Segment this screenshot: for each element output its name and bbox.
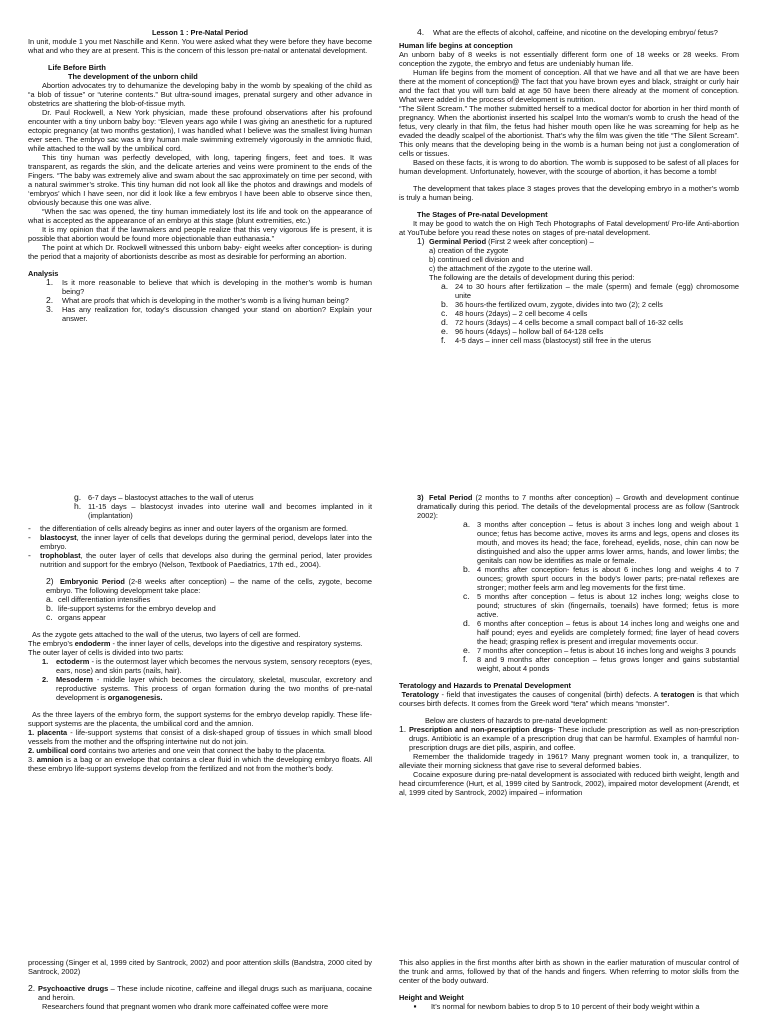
heading-conception: Human life begins at conception — [399, 41, 513, 50]
list-item: c. 48 hours (2days) – 2 cell become 4 cells — [441, 308, 588, 318]
list-item: - blastocyst, the inner layer of cells that develops during the germinal period, develops later into the embryo. — [28, 532, 372, 551]
page2-left-column — [28, 493, 372, 773]
heading-height-weight: Height and Weight — [399, 993, 464, 1002]
embryonic-period: 2) Embryonic Period (2-8 weeks after conception) – the name of the cells, zygote, become embryo. The following development take place: a. cell differentiation intensifies b. life-support systems for the embryo develop and c. organs appear — [46, 576, 372, 622]
paragraph: This tiny human was perfectly developed, with long, tapering fingers, feet and toes. It was transparent, as regards the skin, and the delicate arteries and veins were prominent to the ends of the Fingers. “The baby was extremely alive and swam about the sac approximately on time per second, with a natural swimmer’s stroke. This tiny human did not look all like the photos and drawings and models of ‘embryos’ which I have seen, nor did it look like a few embryos I have been able to observe since then, obviously because this one was alive. — [28, 153, 372, 207]
paragraph: Below are clusters of hazards to pre-natal development: — [425, 716, 608, 725]
list-item: ▪ It’s normal for newborn babies to drop 5 to 10 percent of their body weight within a — [399, 1002, 739, 1011]
paragraph: It may be good to watch the on High Tech Photographs of Fatal development/ Pro-life Anti-abortion at YouTube before you read these notes on stages of pre-natal development. — [399, 219, 739, 237]
list-item: d. 72 hours (3days) – 4 cells become a small compact ball of 16-32 cells — [441, 317, 683, 327]
paragraph: Based on these facts, it is wrong to do abortion. The womb is supposed to be safest of all places for human development. Unfortunately, however, with the scourge of abortion, it has become a tomb! — [399, 158, 739, 176]
heading-life-before-birth: Life Before Birth — [48, 63, 106, 72]
paragraph: An unborn baby of 8 weeks is not essentially different form one of 18 weeks or 28 weeks. From conception the zygote, the embryo and fetus are undeniably human life. — [399, 50, 739, 68]
heading-stages: The Stages of Pre-natal Development — [417, 210, 548, 219]
list-item: 2. Psychoactive drugs – These include nicotine, caffeine and illegal drugs such as marijuana, cocaine and heroin. — [28, 983, 372, 1002]
paragraph: Dr. Paul Rockwell, a New York physician, made these profound observations after his profound encounter with a tiny unborn baby boy: “Eleven years ago while I was giving an anesthetic for a ruptured ectopic pregnancy (at two months gestation), I was handled what I believe was the smallest living human ever seen. The embryo sac was a tiny human male swimming extremely vigorously in the amniotic fluid, while attached to the wall by the umbilical cord. — [28, 108, 372, 153]
list-item: g. 6-7 days – blastocyst attaches to the wall of uterus — [74, 492, 254, 502]
paragraph: This also applies in the first months after birth as shown in the earlier maturation of muscular control of the trunk and arms, followed by that of the hands and fingers. When referring to motor skills from the center of the body outward. — [399, 958, 739, 985]
page1-left-column — [28, 28, 372, 323]
germinal-continued-list — [28, 493, 372, 520]
germ-layer-list — [28, 657, 372, 702]
germinal-details-list — [429, 282, 739, 345]
paragraph: 1. placenta - life-support systems that consist of a disk-shaped group of tissues in which small blood vessels from the mother and the offspring intertwine nut do not join. — [28, 728, 373, 746]
list-item: 1. ectoderm - is the outermost layer which becomes the nervous system, sensory receptors (eyes, ears, nose) and skin parts (nails, hair). — [42, 657, 372, 675]
list-item: e. 96 hours (4days) – hollow ball of 64-128 cells — [441, 326, 604, 336]
lesson-title: Lesson 1 : Pre-Natal Period — [151, 28, 249, 37]
list-item: c. organs appear — [46, 612, 106, 622]
paragraph: Cocaine exposure during pre-natal development is associated with reduced birth weight, length and head circumference (Hurt, et al, 1999 cited by Santrock, 2002), impaired motor development (Arendt, et al, 1999 cited by Santrock, 2002) impaired – information — [399, 770, 739, 797]
paragraph: “When the sac was opened, the tiny human immediately lost its life and took on the appearance of what is accepted as the appearance of an embryo at this stage (blunt extremities, etc.) — [28, 207, 372, 225]
list-item: 1. Prescription and non-prescription drugs- These include prescription as well as non-prescription drugs. Antibiotic is an example of a prescription drug that can be harmful. Examples of harmful non-prescription drugs are diet pills, aspirin, and coffee. — [399, 724, 739, 752]
heading-development-unborn: The development of the unborn child — [68, 72, 198, 81]
paragraph: Remember the thalidomide tragedy in 1961? Many pregnant women took in, a tranquilizer, to alleviate their morning sickness that gave rise to several deformed babies. — [399, 752, 739, 770]
heading-teratology: Teratology and Hazards to Prenatal Development — [399, 681, 571, 690]
list-item: d. 6 months after conception – fetus is about 14 inches long and weighs one and half pound; eyes and eyelids are completely formed; fine layer of head covers the head; grasping reflex is present and irregular movements occur. — [463, 618, 739, 646]
list-item: a. 24 to 30 hours after fertilization – the male (sperm) and female (egg) chromosome unite — [441, 281, 739, 300]
list-item: a. 3 months after conception – fetus is about 3 inches long and weigh about 1 ounce; fetus has become active, moves its arms and legs, opens and closes its mouth, and moves its head; the face, forehead, eyelids, nose, chin can now be distinguished and also the upper arms lower arms, hands, and lower limbs; the genitals can now be identifies as male or female. — [463, 519, 739, 565]
list-item: b. 36 hours-the fertilized ovum, zygote, divides into two (2); 2 cells — [441, 299, 663, 309]
paragraph: Teratology - field that investigates the causes of congenital (birth) defects. A teratogen is that which courses birth defects. It comes from the Greek word “tera” which means “monster”. — [399, 690, 740, 708]
fetal-list — [417, 520, 739, 673]
list-item: b. 4 months after conception- fetus is about 6 inches long and weighs 4 to 7 ounces; growth spurt occurs in the body’s lower parts; pre-natal reflexes are stronger; mother feels arm and leg movements for the first time. — [463, 564, 739, 592]
question-list — [399, 28, 739, 37]
fetal-period: 3) Fetal Period (2 months to 7 months after conception) – Growth and development continue dramatically during this period. The details of the developmental process are as follow (Santrock 2002): a. 3 months after conception – fetus is about 3 inches long and weigh about 1 ounce; fetus has become active, moves its arms and legs, opens and closes its mouth, and moves its head; the face, forehead, eyelids, nose, chin can now be distinguished and also the upper arms lower arms, hands, and lower limbs; the genitals can now be identifies as male or female. b. 4 months after conception- fetus is about 6 inches long and weighs 4 to 7 ounces; growth spurt occurs in the body’s lower parts; pre-natal reflexes are stronger; mother feels arm and leg movements for the first time. c. 5 months after conception – fetus is about 12 inches long; weighs close to pound; structures of skin (fingernails, toenails) have formed; fetus is more active. d. 6 months after conception – fetus is about 14 inches long and weighs one and half pound; eyes and eyelids are completely formed; fine layer of head covers the head; grasping reflex is present and irregular movements occur. e. 7 months after conception – fetus is about 16 inches long and weighs 3 pounds f. 8 and 9 months after conception – fetus grows longer and gains substantial weight, about 4 ponds — [417, 493, 739, 673]
embryonic-list — [46, 595, 372, 622]
page3-right-column — [399, 958, 739, 1011]
paragraph: Abortion advocates try to dehumanize the developing baby in the womb by speaking of the child as “a blob of tissue” or “uterine contents.” But ultra-sound images, prenatal surgery and other advance in obstetrics are shattering the blob-of-tissue myth. — [28, 81, 372, 108]
paragraph: As the zygote gets attached to the wall of the uterus, two layers of cell are formed. — [32, 630, 301, 639]
list-item: b. life-support systems for the embryo develop and — [46, 603, 216, 613]
cell-layer-list — [28, 524, 372, 569]
bullet-icon: ▪ — [413, 1001, 417, 1011]
list-item: - the differentiation of cells already begins as inner and outer layers of the organism are formed. — [28, 523, 348, 533]
paragraph: 2. umbilical cord contains two arteries and one vein that connect the baby to the placenta. — [28, 746, 326, 755]
page3-left-column — [28, 958, 372, 1011]
germinal-period: 1) Germinal Period (First 2 week after conception) – a) creation of the zygote b) continued cell division and c) the attachment of the zygote to the uterine wall. The following are the details of development during this period: a. 24 to 30 hours after fertilization – the male (sperm) and female (egg) chromosome unite b. 36 hours-the fertilized ovum, zygote, divides into two (2); 2 cells c. 48 hours (2days) – 2 cell become 4 cells d. 72 hours (3days) – 4 cells become a small compact ball of 16-32 cells e. 96 hours (4days) – hollow ball of 64-128 cells f. 4-5 days – inner cell mass (blastocyst) still free in the uterus — [417, 236, 739, 345]
list-item: c. 5 months after conception – fetus is about 12 inches long; weighs close to pound; structures of skin (fingernails, toenails) have formed; fetus is more active. — [463, 591, 739, 619]
paragraph: “The Silent Scream.” The mother submitted herself to a medical doctor for abortion in her third month of pregnancy. When the abortionist inserted his scalpel Into the woman’s womb to crush the head of the fetus, very clearly in that film, the fetus had hisher mouth open like he was screaming for help as he evaded the deadly scalpel of the abortionist. That’s why the film was given the title “The Silent Scream”. This only means that the developing being in the womb is a human being not just a conglomeration of cells or tissues. — [399, 104, 739, 158]
paragraph: The point at which Dr. Rockwell witnessed this unborn baby- eight weeks after conception- is during the period that a majority of abortionists describe as most as desirable for performing an abortion. — [28, 243, 372, 261]
page1-right-column — [399, 28, 739, 345]
paragraph: The outer layer of cells is divided into two parts: — [28, 648, 184, 657]
list-item: - trophoblast, the outer layer of cells that develops also during the germinal period, later provides nutrition and support for the embryo (Nelson, Textbook of Paediatrics, 17th ed., 2004). — [28, 550, 372, 569]
hazards-list — [399, 725, 739, 752]
list-item: 2. What are proofs that which is developing in the mother’s womb is a living human being? — [46, 295, 349, 305]
intro-paragraph: In unit, module 1 you met Naschille and Kenn. You were asked what they were before they have become what and who they are at present. This is the concern of this lesson pre-natal or antenatal development. — [28, 37, 372, 55]
paragraph: As the three layers of the embryo form, the support systems for the embryo develop rapidly. These life-support systems are the placenta, the umbilical cord and the amnion. — [28, 710, 372, 728]
paragraph: Researchers found that pregnant women who drank more caffeinated coffee were more — [42, 1002, 329, 1011]
list-item: e. 7 months after conception – fetus is about 16 inches long and weighs 3 pounds — [463, 645, 736, 655]
heading-analysis: Analysis — [28, 269, 59, 278]
paragraph: The development that takes place 3 stages proves that the developing embryo in a mother’s womb is truly a human being. — [399, 184, 739, 202]
list-item: f. 8 and 9 months after conception – fetus grows longer and gains substantial weight, about 4 ponds — [463, 654, 739, 673]
paragraph: processing (Singer et al, 1999 cited by Santrock, 2002) and poor attention skills (Bandstra, 2000 cited by Santrock, 2002) — [28, 958, 372, 976]
list-item: 3. Has any realization for, today’s discussion changed your stand on abortion? Explain your answer. — [46, 304, 372, 323]
analysis-list — [28, 278, 372, 323]
list-item: f. 4-5 days – inner cell mass (blastocyst) still free in the uterus — [441, 335, 651, 345]
list-item: 2. Mesoderm - middle layer which becomes the circulatory, skeletal, muscular, excretory and reproductive systems. This process of organ formation during the two months of pre-natal development is organogenesis. — [42, 675, 372, 702]
psychoactive-list — [28, 984, 372, 1002]
paragraph: Human life begins from the moment of conception. All that we have and all that we are have been there at the moment of conception@ The fact that you have brown eyes and black, straight or curly hair and the fact that you will turn bald at age 50 have been there already at the moment of conception. What were added in the process of development is nutrition. — [399, 68, 739, 104]
paragraph: It is my opinion that if the lawmakers and people realize that this very vigorous life is present, it is possible that abortion would be found more objectionable than euthanasia.” — [28, 225, 372, 243]
list-item: h. 11-15 days – blastocyst invades into uterine wall and becomes implanted in it (implantation) — [74, 501, 372, 520]
paragraph: 3. amnion is a bag or an envelope that contains a clear fluid in which the developing embryo floats. All these embryo life-support systems develop from the fertilized and not from the mother’s body. — [28, 755, 373, 773]
list-item: 1. Is it more reasonable to believe that which is developing in the mother’s womb is human being? — [46, 277, 372, 296]
paragraph: The embryo’s endoderm - the inner layer of cells, develops into the digestive and respiratory systems. — [28, 639, 363, 648]
list-item: 4. What are the effects of alcohol, caffeine, and nicotine on the developing embryo/ fetus? — [417, 27, 718, 37]
page2-right-column — [399, 493, 739, 797]
list-item: a. cell differentiation intensifies — [46, 594, 151, 604]
height-weight-list — [399, 1002, 739, 1011]
